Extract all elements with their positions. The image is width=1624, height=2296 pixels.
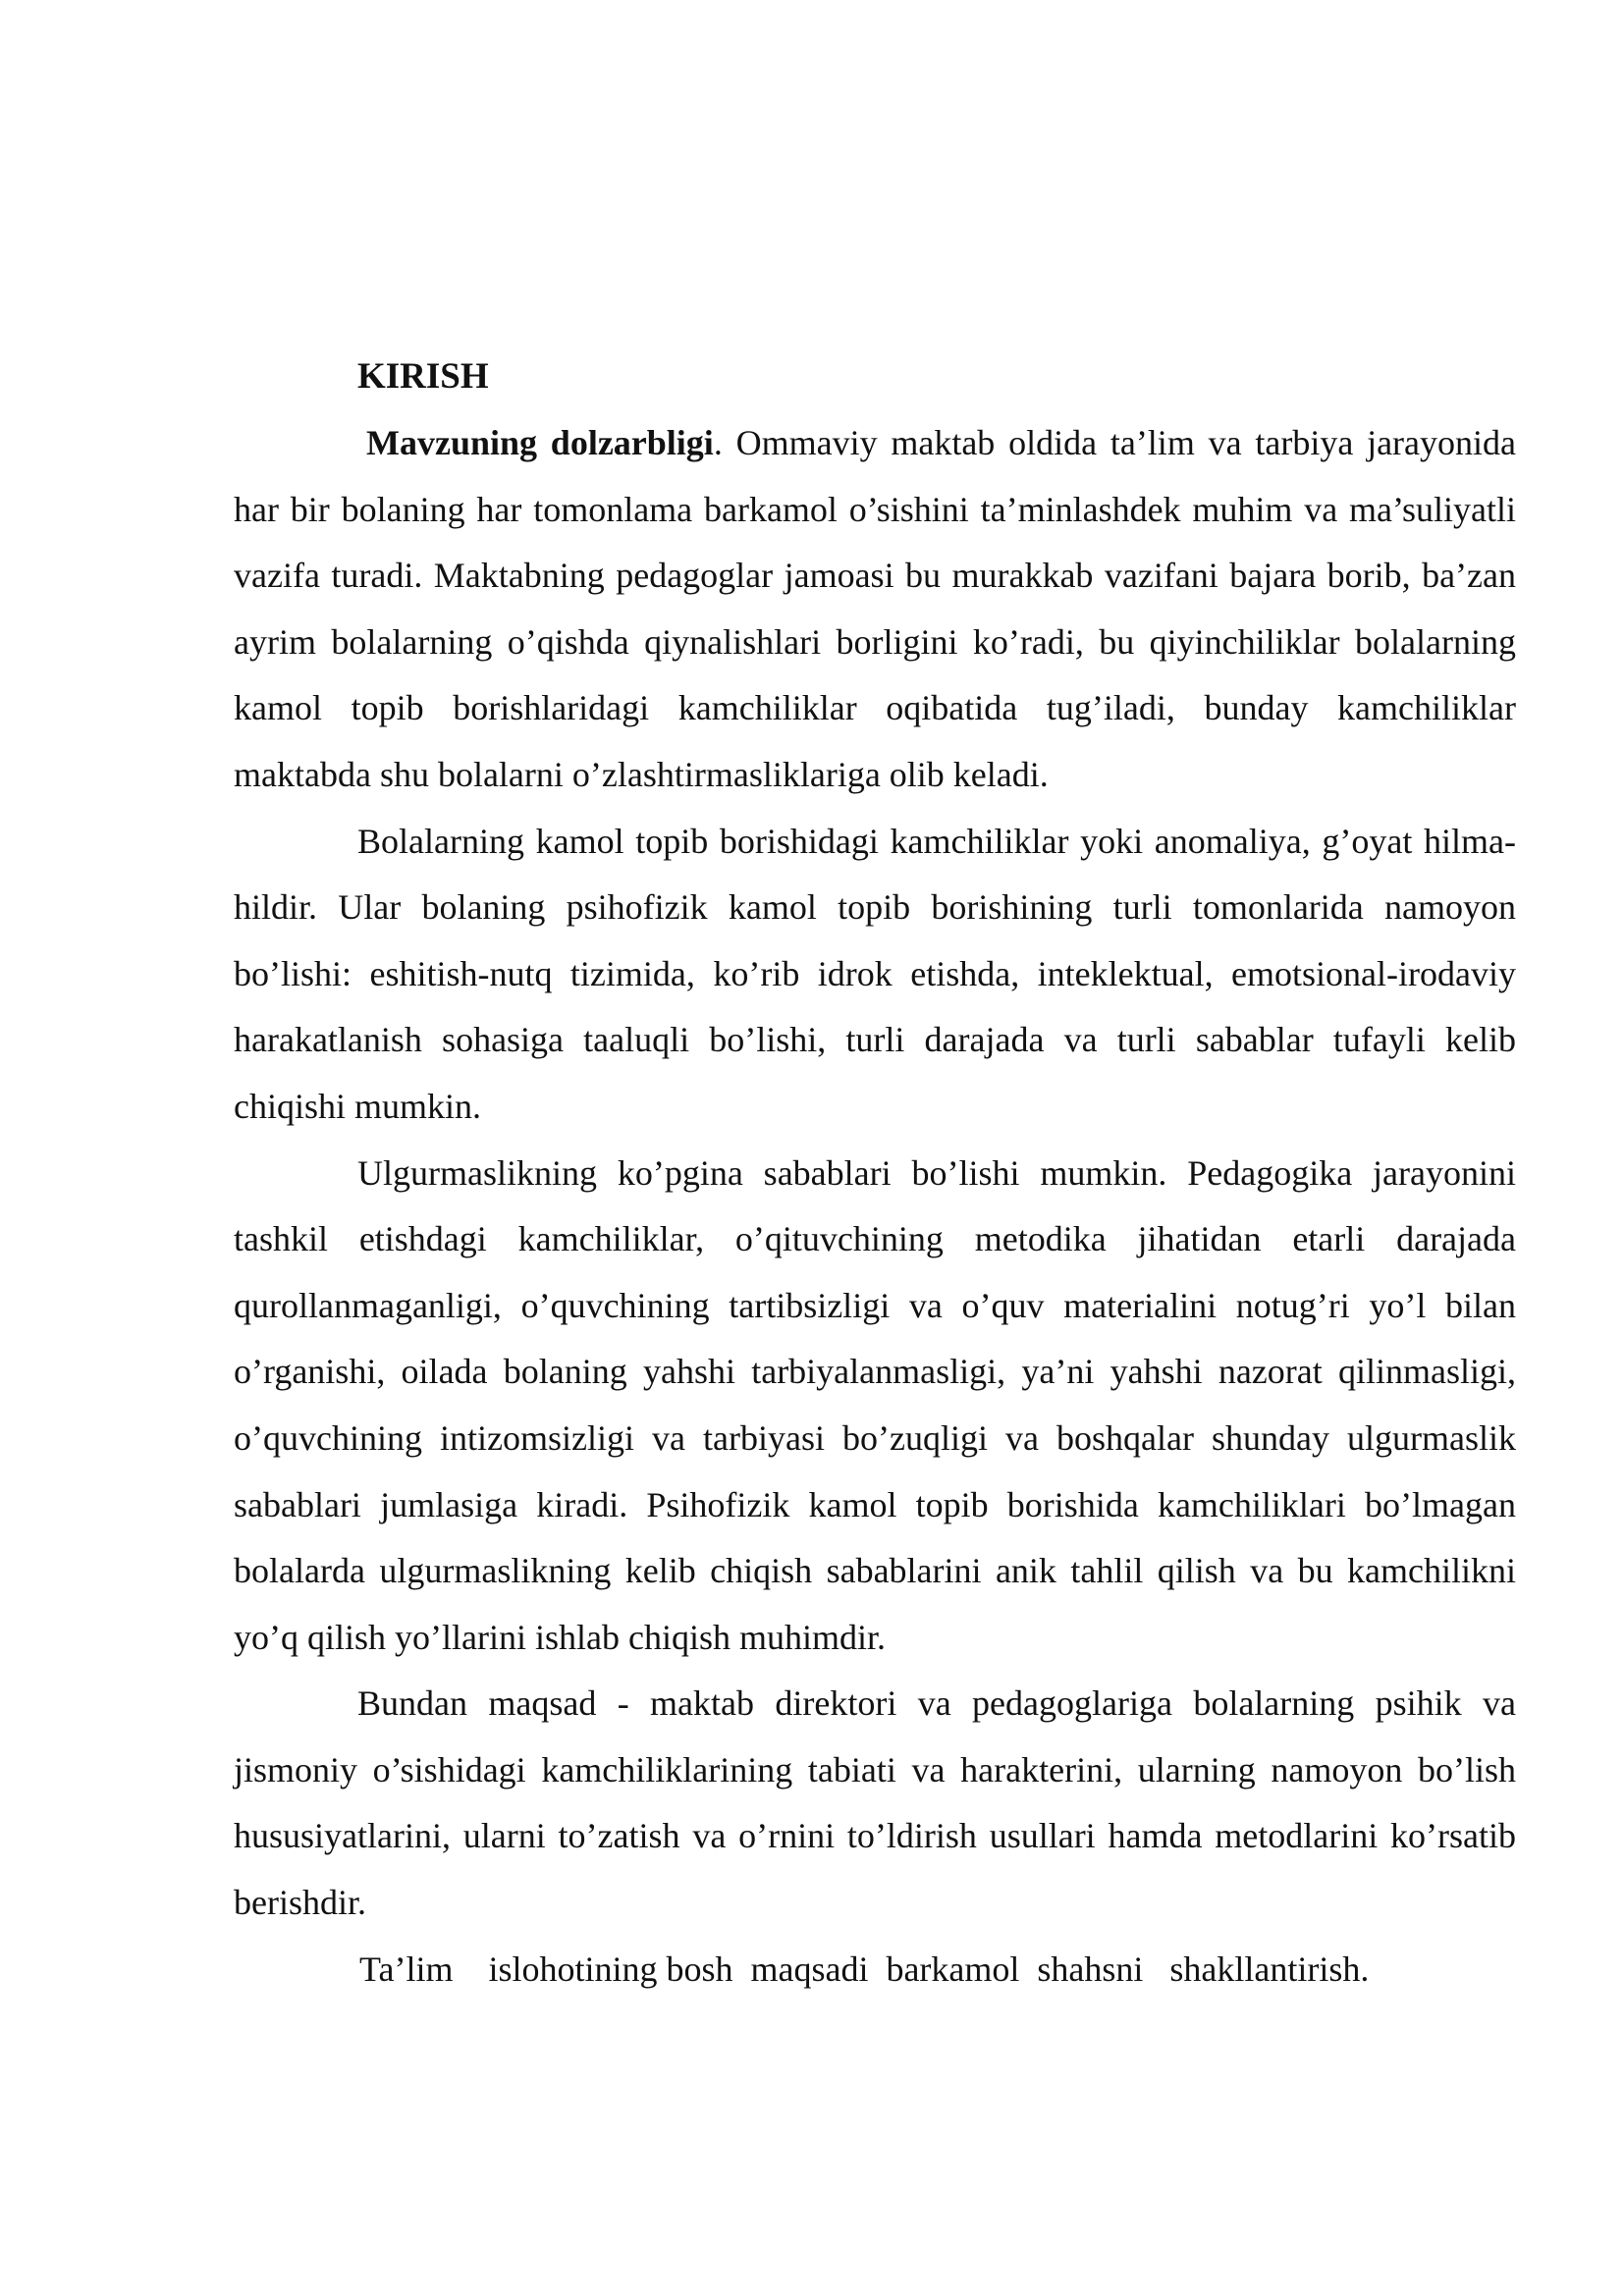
- paragraph-education-reform: Ta’lim islohotining bosh maqsadi barkamol shahsni shakllantirish.: [359, 1949, 1370, 1989]
- paragraph-lead: Mavzuning dolzarbligi: [366, 423, 714, 462]
- section-heading: KIRISH: [357, 356, 489, 397]
- paragraph-relevance: [234, 410, 1516, 809]
- paragraph-anomalies: Bolalarning kamol topib borishidagi kamchiliklar yoki anomaliya, g’oyat hilma-hildir. Ular bolaning psihofizik kamol topib borishining turli tomonlarida namoyon bo’lishi: eshitish-nutq tizimida, ko’rib idrok etishda, inteklektual, emotsional-irodaviy harakatlanish sohasiga taaluqli bo’lishi, turli darajada va turli sabablar tufayli kelib chiqishi mumkin.: [234, 821, 1516, 1126]
- paragraph-text: . Ommaviy maktab oldida ta’lim va tarbiya jarayonida har bir bolaning har tomonlama barkamol o’sishini ta’minlashdek muhim va ma’suliyatli vazifa turadi. Maktabning pedagoglar jamoasi bu murakkab vazifani bajara borib, ba’zan ayrim bolalarning o’qishda qiynalishlari borligini ko’radi, bu qiyinchiliklar bolalarning kamol topib borishlaridagi kamchiliklar oqibatida tug’iladi, bunday kamchiliklar maktabda shu bolalarni o’zlashtirmasliklariga olib keladi.: [234, 423, 1516, 794]
- document-body: [234, 410, 1516, 2002]
- paragraph-purpose: Bundan maqsad - maktab direktori va pedagoglariga bolalarning psihik va jismoniy o’sishidagi kamchiliklarining tabiati va harakterini, ularning namoyon bo’lish hususiyatlarini, ularni to’zatish va o’rnini to’ldirish usullari hamda metodlarini ko’rsatib berishdir.: [234, 1683, 1516, 1923]
- paragraph-reasons: Ulgurmaslikning ko’pgina sabablari bo’lishi mumkin. Pedagogika jarayonini tashkil etishdagi kamchiliklar, o’qituvchining metodika jihatidan etarli darajada qurollanmaganligi, o’quvchining tartibsizligi va o’quv materialini notug’ri yo’l bilan o’rganishi, oilada bolaning yahshi tarbiyalanmasligi, ya’ni yahshi nazorat qilinmasligi, o’quvchining intizomsizligi va tarbiyasi bo’zuqligi va boshqalar shunday ulgurmaslik sabablari jumlasiga kiradi. Psihofizik kamol topib borishida kamchiliklari bo’lmagan bolalarda ulgurmaslikning kelib chiqish sabablarini anik tahlil qilish va bu kamchilikni yo’q qilish yo’llarini ishlab chiqish muhimdir.: [234, 1152, 1516, 1657]
